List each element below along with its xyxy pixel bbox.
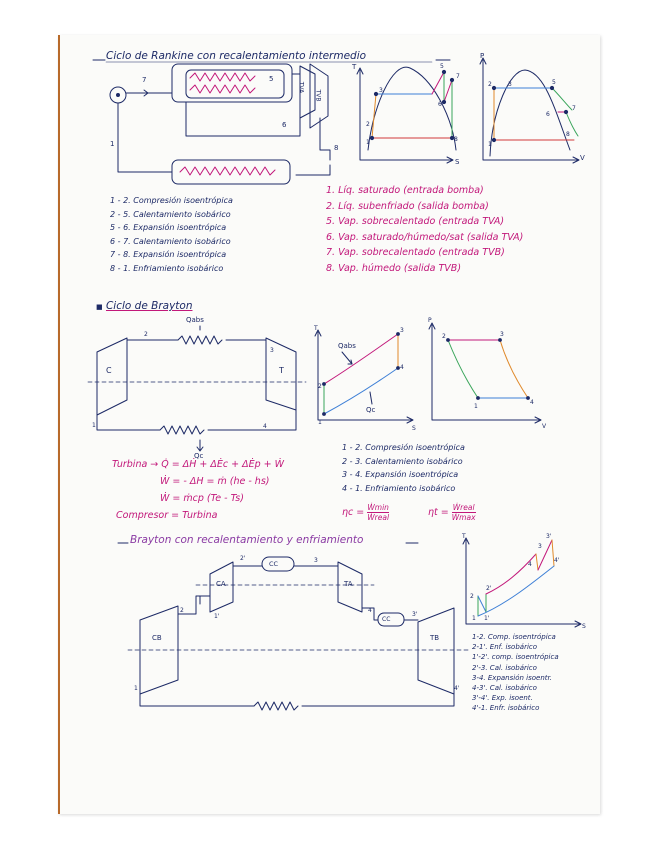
brayton-title-text: Ciclo de Brayton bbox=[105, 300, 193, 312]
svg-text:3: 3 bbox=[379, 87, 383, 94]
svg-text:3: 3 bbox=[400, 327, 404, 334]
brayton-rr-process-item: 4'-1. Enfr. isobárico bbox=[472, 704, 540, 713]
tva-label: TVA bbox=[297, 81, 305, 94]
rankine-states-list bbox=[326, 183, 523, 277]
rankine-state-item: 8. Vap. húmedo (salida TVB) bbox=[326, 262, 462, 274]
svg-text:2: 2 bbox=[470, 593, 474, 600]
rankine-process-list bbox=[110, 194, 233, 276]
eff-c-den: Ẇreal bbox=[367, 513, 390, 522]
ts-s-axis-label: S bbox=[455, 158, 460, 166]
svg-text:4: 4 bbox=[263, 423, 267, 430]
brayton-rr-process-item: 1'-2'. comp. isoentrópica bbox=[472, 653, 559, 662]
rankine-process-item: 8 - 1. Enfriamiento isobárico bbox=[110, 263, 224, 273]
brayton-rr-process-list bbox=[472, 632, 559, 714]
compressor-c bbox=[97, 338, 127, 415]
svg-text:2: 2 bbox=[144, 331, 148, 338]
svg-text:1: 1 bbox=[366, 139, 370, 146]
svg-text:3: 3 bbox=[508, 81, 512, 88]
eq-compresor: Compresor = Turbina bbox=[116, 510, 218, 521]
boiler-coil-1 bbox=[190, 73, 255, 81]
eff-c-lhs: ηc = bbox=[342, 507, 365, 518]
rankine-process-item: 1 - 2. Compresión isoentrópica bbox=[110, 196, 233, 205]
qc-label: Qc bbox=[194, 452, 204, 460]
efficiency-turbine bbox=[428, 503, 476, 522]
brayton-process-list bbox=[342, 441, 465, 495]
qabs-label: Qabs bbox=[186, 316, 204, 324]
svg-text:1: 1 bbox=[110, 140, 115, 148]
svg-text:1: 1 bbox=[474, 403, 478, 410]
svg-text:4': 4' bbox=[554, 557, 560, 564]
efficiency-compressor bbox=[342, 503, 389, 522]
compressor-c-label: C bbox=[106, 366, 112, 375]
tb-label: TB bbox=[430, 634, 440, 642]
brayton-rr-ts-diagram bbox=[461, 533, 586, 630]
svg-text:4: 4 bbox=[528, 561, 532, 568]
svg-text:6: 6 bbox=[438, 101, 442, 108]
svg-text:2': 2' bbox=[486, 585, 492, 592]
rankine-title: Ciclo de Rankine con recalentamiento intermedio bbox=[106, 50, 367, 62]
boiler-coil-2 bbox=[190, 85, 255, 93]
svg-text:3': 3' bbox=[412, 611, 418, 618]
rankine-state-item: 5. Vap. sobrecalentado (entrada TVA) bbox=[326, 216, 505, 228]
ta-label: TA bbox=[344, 580, 353, 588]
eq-work: Ẇ = - ΔH = ṁ (he - hs) bbox=[160, 476, 270, 487]
tvb-label: TVB bbox=[314, 89, 322, 102]
brayton-pv-diagram bbox=[428, 317, 547, 430]
svg-text:V: V bbox=[542, 423, 547, 430]
svg-text:T: T bbox=[314, 325, 318, 332]
brayton-rr-title: Brayton con recalentamiento y enfriamiento bbox=[130, 534, 364, 546]
eq-work-cp: Ẇ = ṁcp (Te - Ts) bbox=[160, 493, 244, 504]
rankine-state-item: 6. Vap. saturado/húmedo/sat (salida TVA) bbox=[326, 231, 524, 243]
brayton-ts-diagram bbox=[313, 325, 416, 432]
eff-t-den: Ẇmax bbox=[451, 513, 476, 522]
cc1-label: CC bbox=[269, 560, 279, 568]
svg-text:2: 2 bbox=[488, 81, 492, 88]
rankine-process-item: 2 - 5. Calentamiento isobárico bbox=[110, 209, 231, 219]
svg-text:2: 2 bbox=[366, 121, 370, 128]
rankine-pv-diagram bbox=[480, 58, 579, 163]
rankine-ts-diagram bbox=[357, 63, 460, 163]
svg-text:2': 2' bbox=[240, 555, 246, 562]
svg-text:3: 3 bbox=[500, 331, 504, 338]
svg-text:8: 8 bbox=[454, 136, 458, 143]
svg-text:1: 1 bbox=[134, 685, 138, 692]
svg-text:5: 5 bbox=[552, 79, 556, 86]
rankine-process-item: 7 - 8. Expansión isoentrópica bbox=[110, 250, 227, 260]
cc2-label: CC bbox=[382, 616, 391, 623]
svg-text:4: 4 bbox=[400, 364, 404, 371]
svg-text:7: 7 bbox=[456, 73, 460, 80]
svg-text:2: 2 bbox=[180, 607, 184, 614]
brayton-process-item: 4 - 1. Enfriamiento isobárico bbox=[342, 483, 456, 493]
turbine-tb bbox=[418, 608, 454, 694]
svg-text:T: T bbox=[462, 533, 466, 540]
brayton-process-item: 1 - 2. Compresión isoentrópica bbox=[342, 443, 465, 452]
brayton-rr-process-item: 2'-3. Cal. isobárico bbox=[472, 663, 537, 672]
condenser-coil bbox=[180, 167, 275, 175]
brayton-title: ■ Ciclo de Brayton bbox=[96, 300, 193, 312]
svg-text:1': 1' bbox=[484, 615, 490, 622]
eff-c-num: Ẇmin bbox=[367, 503, 389, 512]
svg-text:2: 2 bbox=[318, 383, 322, 390]
rankine-state-item: 7. Vap. sobrecalentado (entrada TVB) bbox=[326, 247, 505, 259]
brayton-rr-process-item: 3'-4'. Exp. isoent. bbox=[472, 694, 533, 703]
rankine-process-item: 5 - 6. Expansión isoentrópica bbox=[110, 223, 227, 233]
brayton-rr-process-item: 4-3'. Cal. isobárico bbox=[472, 684, 537, 693]
eff-t-lhs: ηt = bbox=[428, 507, 449, 518]
svg-text:1': 1' bbox=[214, 613, 220, 620]
svg-text:5: 5 bbox=[440, 63, 444, 70]
svg-text:3': 3' bbox=[546, 533, 552, 540]
brayton-rr-schematic bbox=[128, 555, 468, 710]
eff-t-num: Ẇreal bbox=[452, 503, 475, 512]
svg-text:7: 7 bbox=[572, 105, 576, 112]
rankine-state-item: 2. Líq. subenfriado (salida bomba) bbox=[326, 200, 489, 212]
svg-text:3: 3 bbox=[538, 543, 542, 550]
rankine-state-item: 1. Líq. saturado (entrada bomba) bbox=[326, 185, 484, 196]
svg-text:1: 1 bbox=[488, 141, 492, 148]
svg-text:4: 4 bbox=[368, 607, 372, 614]
svg-text:S: S bbox=[412, 425, 416, 432]
brayton-rr-process-item: 3-4. Expansión isoentr. bbox=[472, 673, 552, 682]
brayton-schematic bbox=[88, 326, 306, 451]
rankine-process-item: 6 - 7. Calentamiento isobárico bbox=[110, 236, 231, 246]
svg-text:P: P bbox=[428, 317, 432, 324]
pv-p-axis-label: P bbox=[480, 52, 485, 60]
ts-t-axis-label: T bbox=[352, 63, 357, 71]
svg-text:1: 1 bbox=[92, 422, 96, 429]
svg-text:6: 6 bbox=[282, 121, 287, 129]
svg-text:1: 1 bbox=[318, 419, 322, 426]
pv-v-axis-label: V bbox=[580, 154, 585, 162]
svg-text:4': 4' bbox=[454, 685, 460, 692]
svg-text:1: 1 bbox=[472, 615, 476, 622]
brayton-process-item: 2 - 3. Calentamiento isobárico bbox=[342, 456, 463, 466]
brayton-process-item: 3 - 4. Expansión isoentrópica bbox=[342, 470, 459, 480]
svg-text:S: S bbox=[582, 623, 586, 630]
ts-qc-label: Qc bbox=[366, 406, 376, 414]
svg-text:3: 3 bbox=[270, 347, 274, 354]
svg-text:3: 3 bbox=[314, 557, 318, 564]
turbine-t-label: T bbox=[279, 366, 284, 375]
svg-text:4: 4 bbox=[530, 399, 534, 406]
brayton-rr-process-item: 1-2. Comp. isoentrópica bbox=[472, 633, 556, 641]
svg-text:5: 5 bbox=[269, 75, 274, 83]
svg-text:6: 6 bbox=[546, 111, 550, 118]
eq-turbina: Turbina → Q̇ = ΔḢ + ΔĖc + ΔĖp + Ẇ bbox=[112, 459, 285, 470]
svg-text:2: 2 bbox=[442, 333, 446, 340]
svg-text:8: 8 bbox=[334, 144, 339, 152]
svg-text:7: 7 bbox=[142, 76, 147, 84]
svg-text:8: 8 bbox=[566, 131, 570, 138]
brayton-rr-process-item: 2-1'. Enf. isobárico bbox=[472, 643, 538, 652]
ca-label: CA bbox=[216, 580, 226, 588]
ts-qa-label: Qabs bbox=[338, 342, 356, 350]
cb-label: CB bbox=[152, 634, 162, 642]
